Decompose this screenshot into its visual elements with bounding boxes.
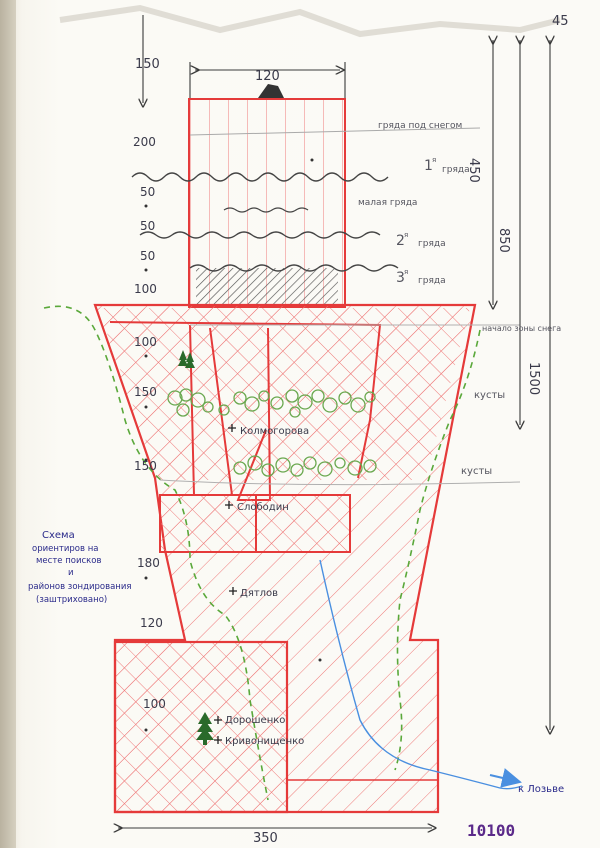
label-ridge-3	[396, 268, 446, 286]
left-50c: 50	[140, 249, 156, 263]
legend-note	[28, 530, 132, 605]
page-number: 45	[552, 14, 569, 29]
label-snow-ridge: гряда под снегом	[378, 121, 463, 131]
marker-slobodin: Слободин	[237, 502, 289, 513]
left-200: 200	[133, 135, 156, 149]
svg-text:месте поисков: месте поисков	[36, 556, 102, 566]
label-ridge-2	[396, 231, 446, 249]
dim-1500: 1500	[526, 362, 541, 396]
svg-text:гряда: гряда	[418, 276, 446, 286]
svg-text:3: 3	[396, 270, 405, 286]
svg-text:гряда: гряда	[442, 165, 470, 175]
svg-text:1: 1	[424, 158, 433, 174]
third-ridge-hatch	[196, 268, 338, 305]
to-lozva-arrow	[490, 775, 520, 782]
dim-850: 850	[496, 228, 511, 253]
label-snow-zone-start: начало зоны снега	[482, 324, 562, 333]
left-180: 180	[137, 556, 160, 570]
marker-dyatlov: Дятлов	[240, 588, 279, 599]
svg-text:(заштриховано): (заштриховано)	[36, 595, 108, 605]
left-50a: 50	[140, 185, 156, 199]
svg-text:я: я	[404, 268, 409, 276]
label-to-lozva: к Лозьве	[518, 784, 565, 795]
svg-text:я: я	[404, 231, 409, 239]
svg-text:и: и	[68, 568, 74, 578]
svg-text:ориентиров на: ориентиров на	[32, 544, 99, 554]
label-small-ridge: малая гряда	[358, 198, 418, 208]
left-100b: 100	[134, 335, 157, 349]
svg-text:Схема: Схема	[42, 530, 75, 541]
marker-doroshenko: Дорошенко	[225, 715, 286, 726]
label-ridge-1	[424, 156, 470, 175]
marker-krivonischenko: Кривонищенко	[225, 736, 305, 747]
left-150a: 150	[134, 385, 157, 399]
dim-150: 150	[135, 57, 160, 72]
left-100a: 100	[134, 282, 157, 296]
tent-icon	[258, 84, 284, 98]
dim-350: 350	[253, 831, 278, 846]
marker-kolmogorova: Колмогорова	[240, 426, 310, 437]
left-100c: 100	[143, 697, 166, 711]
dim-120-top: 120	[255, 69, 280, 84]
svg-text:2: 2	[396, 233, 405, 249]
svg-text:гряда: гряда	[418, 239, 446, 249]
left-150b: 150	[134, 459, 157, 473]
page-edge-shadow	[60, 8, 560, 34]
left-120: 120	[140, 616, 163, 630]
svg-text:районов зондирования: районов зондирования	[28, 582, 132, 592]
left-50b: 50	[140, 219, 156, 233]
label-bushes-1: кусты	[474, 390, 506, 401]
dim-450: 450	[466, 158, 481, 183]
label-bushes-2: кусты	[461, 466, 493, 477]
archive-stamp-number: 10100	[467, 821, 516, 840]
svg-text:я: я	[432, 156, 437, 164]
